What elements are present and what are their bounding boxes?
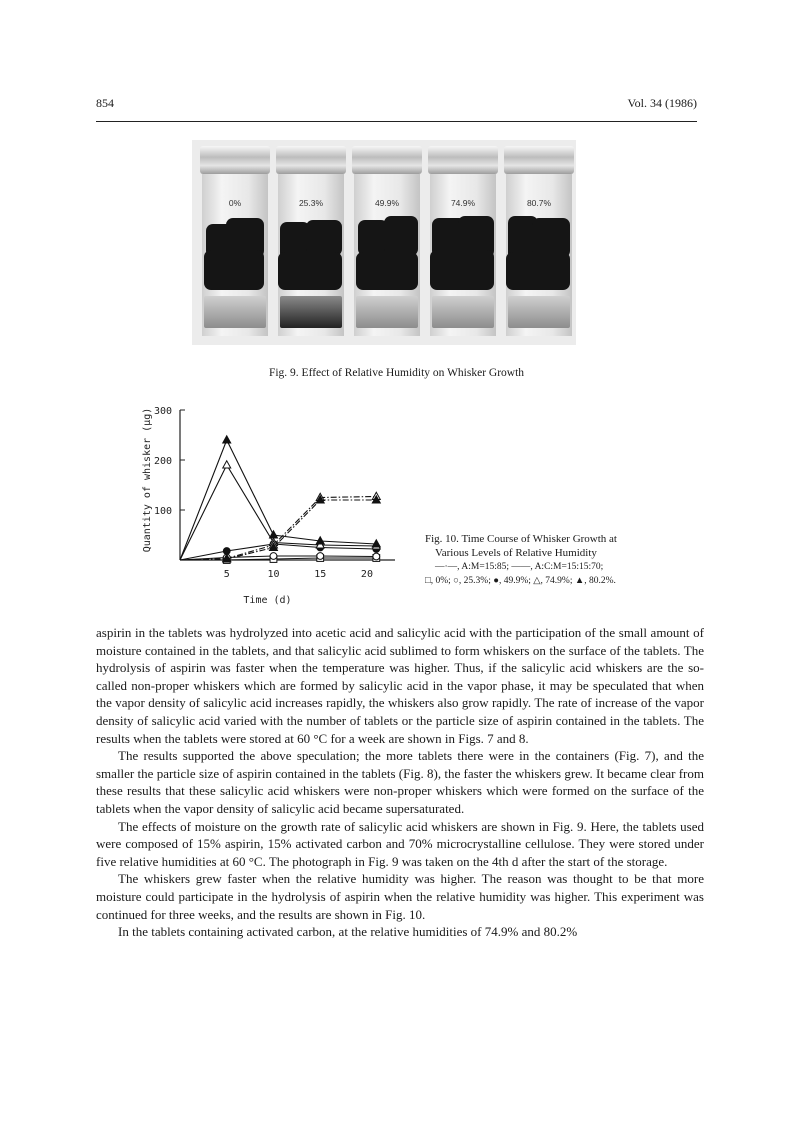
journal-volume: Vol. 34 (1986) [627,96,697,110]
data-point [269,531,277,538]
paragraph: aspirin in the tablets was hydrolyzed into acetic acid and salicylic acid with the participation of the small amount of moisture contained in the tablets, and that salicylic acid sublimed to form whiskers on the surface of the tablets. The hydrolysis of aspirin was faster when the temperature was higher. Thus, if the salicylic acid whiskers are the so-called non-proper whiskers which are formed by salicylic acid in the vapor phase, it may be speculated that when the vapor density of salicylic acid increases rapidly, the whiskers also grow rapidly. The rate of increase of the vapor density of salicylic acid varied with the number of tablets or the particle size of aspirin contained in the tablets. The results when the tablets were stored at 60 °C for a week are shown in Figs. 7 and 8. [96,625,704,746]
jar-label: 0% [228,198,242,208]
figure9-photo [192,140,576,345]
data-point [223,461,231,468]
paragraph: The effects of moisture on the growth rate of salicylic acid whiskers are shown in Fig. 9. Here, the tablets used were composed of 15% aspirin, 15% activated carbon and 70% microcrystalline cellulose. They were stored under five relative humidities at 60 °C. The photograph in Fig. 9 was taken on the 4th d after the start of the storage. [96,818,704,869]
series-line [180,497,376,561]
jar [200,146,270,336]
y-tick-label: 100 [153,506,172,517]
jar-label: 80.7% [526,198,552,208]
whisker-tablets [276,216,346,292]
data-point [373,553,380,560]
data-point [270,553,277,560]
jar [504,146,574,336]
y-tick-label: 300 [153,406,172,417]
jar [428,146,498,336]
whisker-tablets [428,216,498,292]
figure10-legend-line: □, 0%; ○, 25.3%; ●, 49.9%; △, 74.9%; ▲, 80.2%. [425,576,616,586]
jar-label: 74.9% [450,198,476,208]
jar-label: 25.3% [298,198,324,208]
x-tick-label: 20 [360,569,373,580]
paragraph: In the tablets containing activated carbon, at the relative humidities of 74.9% and 80.2% [118,924,578,940]
x-tick-label: 15 [314,569,327,580]
whisker-tablets [352,216,422,292]
figure10-caption-title: Fig. 10. Time Course of Whisker Growth at [425,533,617,545]
paragraph: The whiskers grew faster when the relative humidity was higher. The reason was thought to be that more moisture could participate in the hydrolysis of aspirin when the relative humidity was higher. This experiment was continued for three weeks, and the results are shown in Fig. 10. [96,871,704,922]
data-point [317,553,324,560]
figure10-legend-line: —·—, A:M=15:85; ——, A:C:M=15:15:70; [435,562,604,572]
jar-label: 49.9% [374,198,400,208]
page-number: 854 [96,96,114,110]
page-header [96,96,697,116]
whisker-tablets [504,216,574,292]
whisker-tablets [200,216,270,292]
jar [276,146,346,336]
figure10-chart [110,395,420,620]
x-tick-label: 10 [267,569,280,580]
body-text [96,624,704,941]
paragraph: The results supported the above speculation; the more tablets there were in the containers (Fig. 7), and the smaller the particle size of aspirin contained in the tablets (Fig. 8), the faster the whiskers grew. It became clear from these results that these salicylic acid whiskers were non-proper whiskers which were formed on the surface of the tablets when the vapor density of salicylic acid became supersaturated. [96,748,704,816]
data-point [223,436,231,443]
figure10-caption-title2: Various Levels of Relative Humidity [435,547,597,559]
x-tick-label: 5 [223,569,230,580]
y-tick-label: 200 [153,456,172,467]
figure9-caption: Fig. 9. Effect of Relative Humidity on Whisker Growth [268,367,525,379]
jar [352,146,422,336]
figure10-caption [425,532,715,588]
y-axis-label: Quantity of whisker (μg) [142,407,153,553]
x-axis-label: Time (d) [243,595,292,606]
header-rule [96,121,697,122]
